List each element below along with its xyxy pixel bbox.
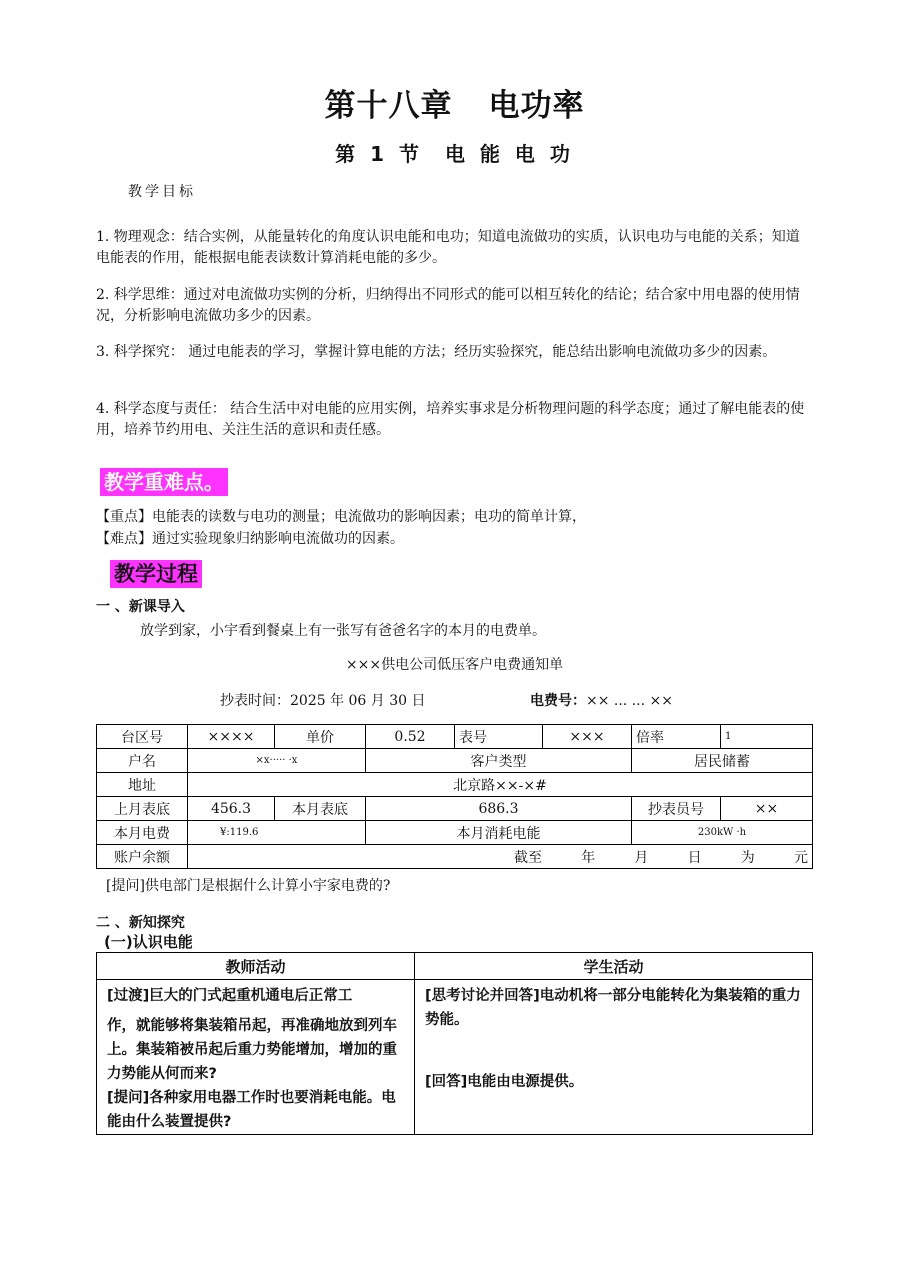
last-value: 456.3 [188, 797, 275, 821]
bill-number [530, 690, 673, 712]
sub1-heading: (一)认识电能 [104, 933, 193, 951]
table-row [97, 749, 813, 773]
table-row [97, 980, 813, 1135]
goal-1: 1. 物理观念：结合实例，从能量转化的角度认识电能和电功；知道电流做功的实质，认识电功与电能的关系；知道电能表的作用，能根据电能表读数计算消耗电能的多少。 [96, 229, 800, 266]
fee-value: ¥:119.6 [188, 821, 366, 845]
part1-heading: 一 、新课导入 [96, 599, 185, 615]
table-row [97, 845, 813, 869]
process-heading-text: 教学过程 [110, 560, 202, 588]
goal-2: 2. 科学思维：通过对电流做功实例的分析，归纳得出不同形式的能可以相互转化的结论；结合家中用电器的使用情况，分析影响电流做功多少的因素。 [96, 287, 800, 324]
teacher-line: [过渡]巨大的门式起重机通电后正常工 [107, 988, 353, 1004]
balance-part: 元 [793, 849, 808, 866]
name-value: ×x····· ·x [188, 749, 366, 773]
balance-part: 为 [740, 849, 755, 866]
student-line: [回答]电能由电源提供。 [425, 1074, 584, 1090]
table-row [97, 773, 813, 797]
type-value: 居民储蓄 [632, 749, 813, 773]
meter-label: 表号 [455, 725, 543, 749]
fee-label: 本月电费 [97, 821, 188, 845]
bill-number-value: ×× ... ... ×× [586, 693, 673, 709]
bill-table [96, 724, 813, 869]
goal-4: 4. 科学态度与责任： 结合生活中对电能的应用实例，培养实事求是分析物理问题的科学态度；通过了解电能表的使用，培养节约用电、关注生活的意识和责任感。 [96, 401, 805, 438]
difficult-point: 【难点】通过实验现象归纳影响电流做功的因素。 [96, 531, 404, 547]
balance-value [188, 845, 813, 869]
teacher-header: 教师活动 [97, 953, 415, 980]
addr-value: 北京路××-×# [188, 773, 813, 797]
table-row [97, 953, 813, 980]
meter-value: ××× [543, 725, 632, 749]
goal-3: 3. 科学探究： 通过电能表的学习，掌握计算电能的方法；经历实验探究，能总结出影响电流做功多少的因素。 [96, 344, 777, 360]
balance-part: 日 [687, 849, 702, 866]
area-label: 台区号 [97, 725, 188, 749]
section-title [0, 138, 909, 167]
name-label: 户名 [97, 749, 188, 773]
student-header: 学生活动 [415, 953, 813, 980]
balance-part: 月 [634, 849, 649, 866]
bill-number-label: 电费号： [530, 693, 586, 709]
teacher-line: 作，就能够将集装箱吊起，再准确地放到列车上。集装箱被吊起后重力势能增加，增加的重力势能从何而来? [107, 1018, 397, 1082]
ratio-value: 1 [721, 725, 813, 749]
student-line: [思考讨论并回答]电动机将一部分电能转化为集装箱的重力势能。 [425, 988, 801, 1028]
chapter-name: 电功率 [488, 88, 585, 124]
price-label: 单价 [275, 725, 366, 749]
consume-label: 本月消耗电能 [366, 821, 632, 845]
addr-label: 地址 [97, 773, 188, 797]
last-label: 上月表底 [97, 797, 188, 821]
area-value: ×××× [188, 725, 275, 749]
table-row [97, 725, 813, 749]
bill-title: ×××供电公司低压客户电费通知单 [345, 657, 564, 673]
reader-label: 抄表员号 [632, 797, 721, 821]
chapter-number: 第十八章 [324, 88, 453, 124]
price-value: 0.52 [366, 725, 455, 749]
activity-table [96, 952, 813, 1135]
key-points-heading [100, 466, 228, 495]
teacher-activity [97, 980, 415, 1135]
goals-label: 教学目标 [128, 184, 196, 200]
question-1: [提问]供电部门是根据什么计算小宇家电费的? [106, 878, 391, 894]
this-label: 本月表底 [275, 797, 366, 821]
part2-heading: 二 、新知探究 [96, 915, 185, 931]
balance-part: 截至 [514, 849, 542, 866]
type-label: 客户类型 [366, 749, 632, 773]
table-row [97, 821, 813, 845]
bill-time: 抄表时间：2025 年 06 月 30 日 [220, 693, 426, 709]
table-row [97, 797, 813, 821]
balance-label: 账户余额 [97, 845, 188, 869]
student-activity [415, 980, 813, 1135]
key-point: 【重点】电能表的读数与电功的测量；电流做功的影响因素；电功的简单计算， [96, 509, 586, 525]
ratio-label: 倍率 [632, 725, 721, 749]
balance-part: 年 [581, 849, 596, 866]
key-points-heading-text: 教学重难点。 [100, 468, 228, 496]
section-number: 第 1 节 [335, 142, 423, 166]
section-name: 电 能 电 功 [444, 142, 574, 166]
this-value: 686.3 [366, 797, 632, 821]
chapter-title [0, 80, 909, 125]
teacher-line: [提问]各种家用电器工作时也要消耗电能。电能由什么装置提供? [107, 1090, 396, 1130]
consume-value: 230kW ·h [632, 821, 813, 845]
process-heading [110, 558, 202, 588]
intro-text: 放学到家，小宇看到餐桌上有一张写有爸爸名字的本月的电费单。 [140, 623, 546, 639]
reader-value: ×× [721, 797, 813, 821]
